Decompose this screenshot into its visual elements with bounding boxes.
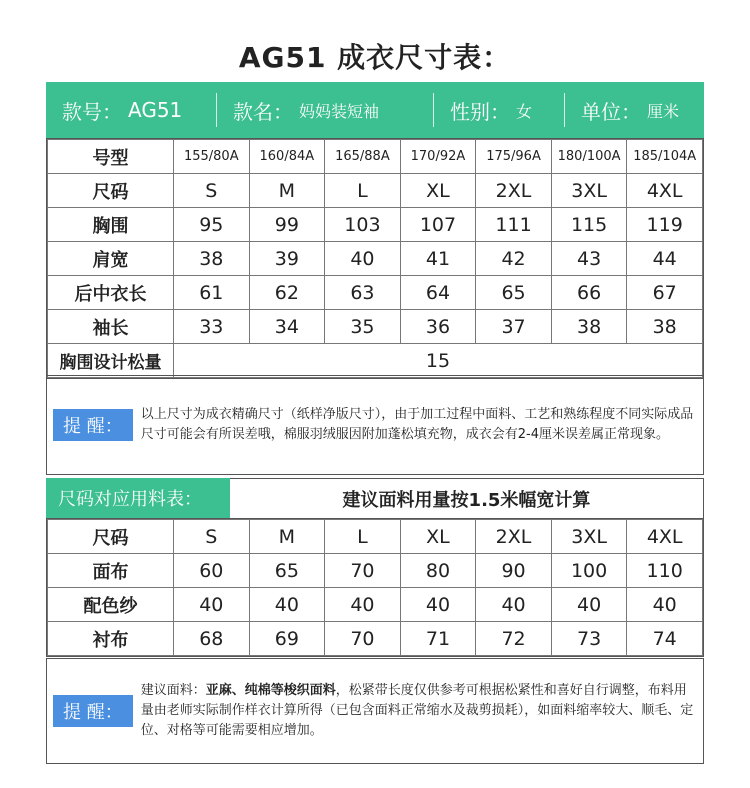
table-cell: 170/92A: [400, 140, 476, 174]
style-label: 款号：: [62, 99, 122, 124]
table-cell: L: [325, 174, 401, 208]
advice-rest: ，松紧带长度仅供参考可根据松紧性和喜好自行调整，布料用量由老师实际制作样衣计算所得（已包含面料正常缩水及裁剪损耗），如面料缩率较大、顺毛、定位、对格等可能需要相应增加。: [140, 683, 694, 738]
table-cell: 4XL: [627, 520, 703, 554]
table-cell: 72: [476, 622, 552, 656]
style-name: [217, 82, 433, 138]
table-cell: 73: [551, 622, 627, 656]
table-cell: 180/100A: [551, 140, 627, 174]
table-cell: 40: [627, 588, 703, 622]
table-cell: M: [249, 174, 325, 208]
table-cell: 4XL: [627, 174, 703, 208]
table-cell: 111: [476, 208, 552, 242]
name-value: 妈妈装短袖: [299, 101, 380, 121]
unit-label: 单位：: [581, 99, 641, 124]
table-cell: 160/84A: [249, 140, 325, 174]
row-label: 尺码: [48, 174, 174, 208]
table-cell: 62: [249, 276, 325, 310]
reminder-box-1: [46, 375, 704, 475]
table-cell: 80: [400, 554, 476, 588]
row-label: 配色纱: [48, 588, 174, 622]
fabric-section-subtitle: 建议面料用量按1.5米幅宽计算: [230, 478, 704, 518]
table-cell: 40: [400, 588, 476, 622]
table-row: [48, 208, 703, 242]
table-cell: 43: [551, 242, 627, 276]
table-cell: S: [174, 520, 250, 554]
reminder-text: 以上尺寸为成衣精确尺寸（纸样净版尺寸），由于加工过程中面料、工艺和熟练程度不同实际成品尺寸可能会有所误差哦，棉服羽绒服因附加蓬松填充物，成衣会有2-4厘米误差属正常现象。: [140, 407, 694, 442]
table-cell: 95: [174, 208, 250, 242]
table-cell: 38: [627, 310, 703, 344]
table-row: [48, 520, 703, 554]
table-cell: 70: [325, 554, 401, 588]
table-cell: 65: [249, 554, 325, 588]
name-label: 款名：: [233, 99, 293, 124]
size-table: [46, 138, 704, 379]
reminder-text: [133, 681, 703, 741]
table-cell: 40: [325, 242, 401, 276]
table-row: [48, 554, 703, 588]
gender-label: 性别：: [450, 99, 510, 124]
table-row: [48, 174, 703, 208]
table-cell: 64: [400, 276, 476, 310]
reminder-tag: 提 醒：: [53, 409, 133, 441]
table-cell: XL: [400, 520, 476, 554]
table-cell: 155/80A: [174, 140, 250, 174]
table-cell: 165/88A: [325, 140, 401, 174]
table-cell: M: [249, 520, 325, 554]
row-label: 后中衣长: [48, 276, 174, 310]
table-row: [48, 310, 703, 344]
table-cell: 36: [400, 310, 476, 344]
table-cell: 115: [551, 208, 627, 242]
style-number: [46, 82, 216, 138]
table-cell: 41: [400, 242, 476, 276]
table-cell: XL: [400, 174, 476, 208]
row-label: 尺码: [48, 520, 174, 554]
table-cell: 119: [627, 208, 703, 242]
table-row: [48, 622, 703, 656]
table-row: [48, 588, 703, 622]
reminder-box-2: [46, 658, 704, 764]
ease-label: 胸围设计松量: [48, 344, 174, 378]
table-cell: 68: [174, 622, 250, 656]
table-cell: 60: [174, 554, 250, 588]
table-cell: 3XL: [551, 174, 627, 208]
table-cell: L: [325, 520, 401, 554]
table-cell: 38: [551, 310, 627, 344]
ease-value: 15: [174, 344, 703, 378]
table-cell: 42: [476, 242, 552, 276]
table-cell: 37: [476, 310, 552, 344]
table-cell: 38: [174, 242, 250, 276]
row-label: 胸围: [48, 208, 174, 242]
table-cell: 99: [249, 208, 325, 242]
row-label: 衬布: [48, 622, 174, 656]
table-cell: 69: [249, 622, 325, 656]
gender-value: 女: [516, 101, 533, 121]
table-row: [48, 242, 703, 276]
table-cell: 110: [627, 554, 703, 588]
table-cell: 61: [174, 276, 250, 310]
table-cell: 107: [400, 208, 476, 242]
row-label: 袖长: [48, 310, 174, 344]
page-title: AG51 成衣尺寸表：: [238, 41, 512, 74]
table-cell: 74: [627, 622, 703, 656]
advice-prefix: 建议面料：: [140, 683, 206, 698]
table-cell: 70: [325, 622, 401, 656]
table-cell: 34: [249, 310, 325, 344]
table-cell: 66: [551, 276, 627, 310]
table-cell: 40: [249, 588, 325, 622]
table-row: [48, 276, 703, 310]
table-cell: S: [174, 174, 250, 208]
table-cell: 2XL: [476, 520, 552, 554]
table-cell: 103: [325, 208, 401, 242]
table-cell: 40: [325, 588, 401, 622]
advice-fabric: 亚麻、纯棉等梭织面料: [205, 683, 336, 698]
ease-row: [48, 344, 703, 378]
header-bar: [46, 82, 704, 138]
table-cell: 63: [325, 276, 401, 310]
row-label: 肩宽: [48, 242, 174, 276]
table-row: [48, 140, 703, 174]
row-label: 面布: [48, 554, 174, 588]
table-cell: 67: [627, 276, 703, 310]
table-cell: 40: [476, 588, 552, 622]
table-cell: 44: [627, 242, 703, 276]
table-cell: 100: [551, 554, 627, 588]
row-label: 号型: [48, 140, 174, 174]
table-cell: 39: [249, 242, 325, 276]
table-cell: 3XL: [551, 520, 627, 554]
table-cell: 71: [400, 622, 476, 656]
table-cell: 90: [476, 554, 552, 588]
table-cell: 2XL: [476, 174, 552, 208]
fabric-section-tag: 尺码对应用料表：: [46, 478, 230, 518]
table-cell: 35: [325, 310, 401, 344]
unit-value: 厘米: [647, 101, 680, 121]
style-value: AG51: [128, 98, 183, 122]
gender: [434, 82, 564, 138]
fabric-table: [46, 518, 704, 657]
table-cell: 33: [174, 310, 250, 344]
unit: [565, 82, 703, 138]
fabric-section-header: [46, 478, 704, 518]
table-cell: 40: [551, 588, 627, 622]
table-cell: 185/104A: [627, 140, 703, 174]
table-cell: 65: [476, 276, 552, 310]
reminder-tag: 提 醒：: [53, 695, 133, 727]
table-cell: 175/96A: [476, 140, 552, 174]
table-cell: 40: [174, 588, 250, 622]
